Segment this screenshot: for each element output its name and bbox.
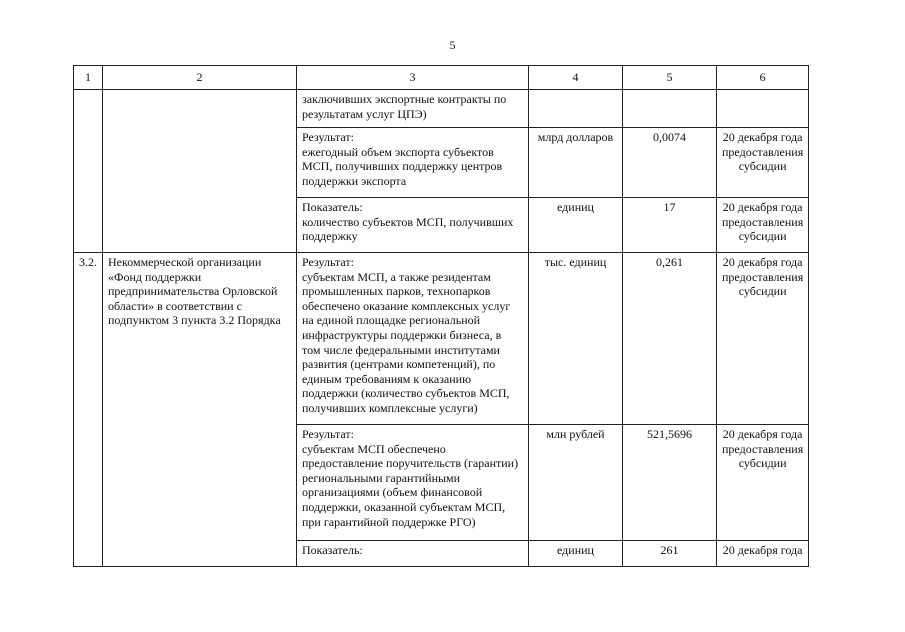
header-cell: 3	[297, 66, 529, 90]
deadline-line: субсидии	[738, 229, 787, 244]
deadline-line: 20 декабря года	[722, 255, 803, 269]
description-cell	[297, 128, 529, 198]
deadline-cell	[717, 90, 809, 128]
header-cell: 5	[623, 66, 717, 90]
description-line: поддержки, оказанной субъектам МСП,	[302, 499, 506, 514]
value-cell: 261	[623, 541, 717, 567]
organization-line: области» в соответствии с	[108, 298, 242, 313]
value-cell	[623, 90, 717, 128]
unit-cell	[529, 90, 623, 128]
description-cell	[297, 198, 529, 253]
deadline-cell	[717, 253, 809, 425]
deadline-line: 20 декабря года	[722, 200, 803, 214]
description-cell	[297, 425, 529, 541]
description-cell	[297, 541, 529, 567]
description-line: обеспечено оказание комплексных услуг	[302, 298, 511, 313]
description-line: заключивших экспортные контракты по	[302, 92, 507, 106]
deadline-cell	[717, 541, 809, 567]
description-cell	[297, 90, 529, 128]
unit-cell: млрд долларов	[529, 128, 623, 198]
description-line: промышленных парков, технопарков	[302, 284, 491, 299]
value-cell: 17	[623, 198, 717, 253]
deadline-line: предоставления	[722, 214, 804, 229]
value-cell: 0,261	[623, 253, 717, 425]
organization-line: Некоммерческой организации	[108, 255, 262, 269]
deadline-line: субсидии	[738, 284, 787, 299]
description-line: Результат:	[302, 427, 354, 441]
deadline-line: предоставления	[722, 144, 804, 159]
deadline-line: субсидии	[738, 159, 787, 174]
description-line: Результат:	[302, 130, 354, 144]
description-line: инфраструктуры поддержки бизнеса, в	[302, 327, 502, 342]
description-line: Показатель:	[302, 200, 363, 214]
description-line: единым требованиям к оказанию	[302, 371, 472, 386]
organization-cell	[103, 253, 297, 567]
description-line: том числе федеральными институтами	[302, 342, 500, 357]
organization-line: предпринимательства Орловской	[108, 284, 278, 299]
table-header-row	[74, 66, 809, 90]
deadline-cell	[717, 425, 809, 541]
deadline-line: 20 декабря года	[722, 427, 803, 441]
header-cell: 2	[103, 66, 297, 90]
organization-cell	[103, 90, 297, 253]
header-cell: 6	[717, 66, 809, 90]
description-line: на единой площадке региональной	[302, 313, 481, 328]
deadline-line: предоставления	[722, 269, 804, 284]
description-line: Результат:	[302, 255, 354, 269]
unit-cell: единиц	[529, 198, 623, 253]
description-cell	[297, 253, 529, 425]
description-line: поддержки (количество субъектов МСП,	[302, 386, 510, 401]
header-cell: 1	[74, 66, 103, 90]
description-line: субъектам МСП, а также резидентам	[302, 269, 491, 284]
header-cell: 4	[529, 66, 623, 90]
indicators-table	[73, 65, 809, 567]
description-line: региональными гарантийными	[302, 470, 461, 485]
description-line: ежегодный объем экспорта субъектов	[302, 144, 494, 159]
deadline-cell	[717, 128, 809, 198]
deadline-line: 20 декабря года	[722, 130, 803, 144]
row-number-cell	[74, 90, 103, 253]
deadline-line: субсидии	[738, 456, 787, 471]
description-line: Показатель:	[302, 543, 363, 557]
unit-cell: тыс. единиц	[529, 253, 623, 425]
description-line: при гарантийной поддержке РГО)	[302, 514, 476, 529]
deadline-line: предоставления	[722, 441, 804, 456]
deadline-line: 20 декабря года	[722, 543, 803, 557]
description-line: количество субъектов МСП, получивших	[302, 214, 514, 229]
description-line: развития (центрами компетенций), по	[302, 357, 496, 372]
description-line: организациями (объем финансовой	[302, 485, 483, 500]
description-line: МСП, получивших поддержку центров	[302, 159, 503, 174]
description-line: предоставление поручительств (гарантии)	[302, 456, 519, 471]
deadline-cell	[717, 198, 809, 253]
page-bottom-margin	[0, 575, 905, 632]
organization-line: «Фонд поддержки	[108, 269, 202, 284]
value-cell: 0,0074	[623, 128, 717, 198]
unit-cell: единиц	[529, 541, 623, 567]
description-line: субъектам МСП обеспечено	[302, 441, 446, 456]
description-line: результатам услуг ЦПЭ)	[302, 106, 427, 121]
row-number-cell: 3.2.	[74, 253, 103, 567]
table-row	[74, 90, 809, 128]
description-line: поддержку	[302, 229, 358, 244]
table-row	[74, 253, 809, 425]
page-number: 5	[449, 38, 456, 52]
organization-line: подпунктом 3 пункта 3.2 Порядка	[108, 313, 281, 328]
description-line: поддержки экспорта	[302, 173, 407, 188]
value-cell: 521,5696	[623, 425, 717, 541]
unit-cell: млн рублей	[529, 425, 623, 541]
description-line: получивших комплексные услуги)	[302, 400, 478, 415]
